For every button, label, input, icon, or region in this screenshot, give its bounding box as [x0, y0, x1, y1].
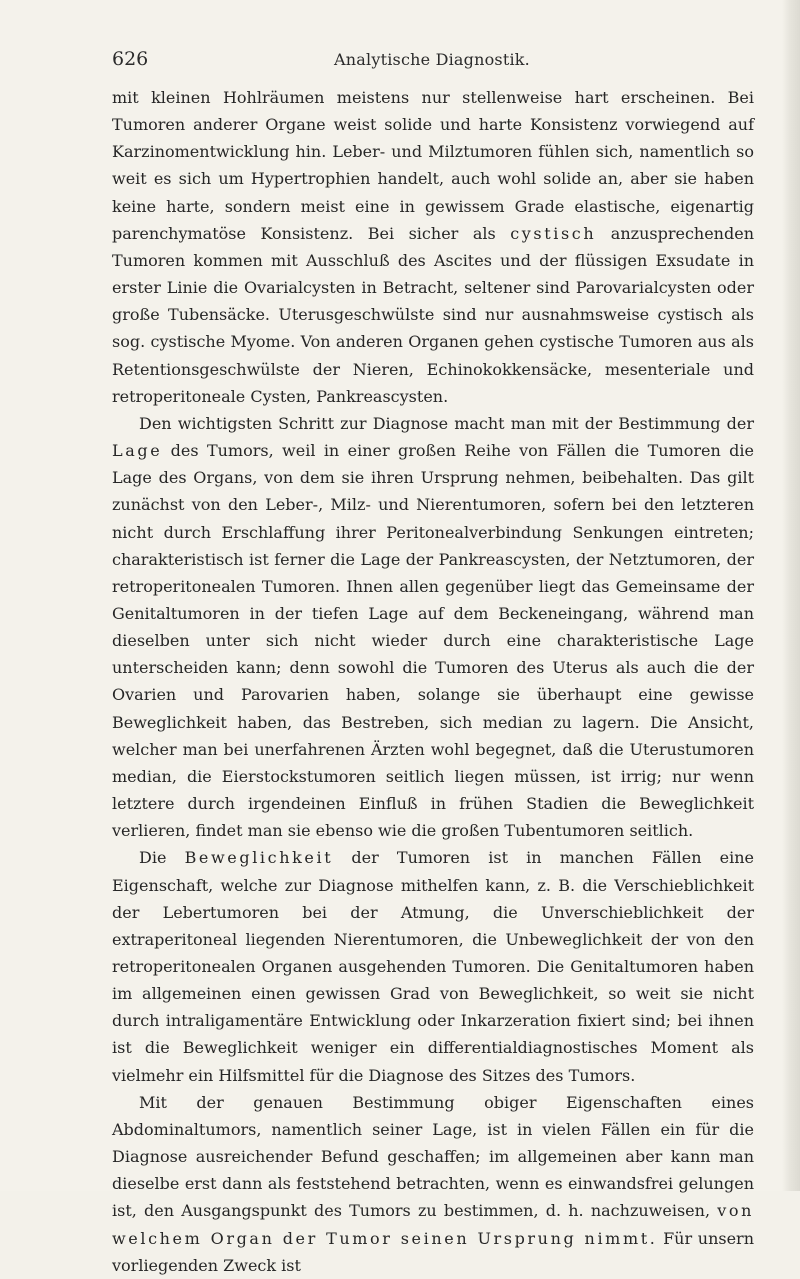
text-segment: mit kleinen Hohlräumen meistens nur stellenweise hart erscheinen. Bei Tumoren anderer Organe weist solide und harte Konsistenz vorwiegend auf Karzinomentwicklung hin. Leber- und Milztumoren fühlen sich, namentlich so weit es sich um Hypertrophien handelt, auch wohl solide an, aber sie haben keine harte, sondern meist eine in gewissem Grade elastische, eigenartig parenchymatöse Konsistenz. Bei sicher als [112, 88, 754, 243]
page-number: 626 [112, 48, 149, 70]
spaced-emphasis: von welchem Organ der Tumor seinen Ursprung nimmt. [112, 1201, 754, 1248]
body-text [112, 84, 754, 1279]
paragraph-2 [112, 410, 754, 845]
page-header [112, 48, 752, 72]
paragraph-4 [112, 1089, 754, 1279]
spaced-emphasis: cystisch [510, 223, 597, 243]
text-segment: anzusprechenden Tumoren kommen mit Ausschluß des Ascites und der flüssigen Exsudate in erster Linie die Ovarialcysten in Betracht, seltener sind Parovarialcysten oder große Tubensäcke. Uterusgeschwülste sind nur ausnahmsweise cystisch als sog. cystische Myome. Von anderen Organen gehen cystische Tumoren aus als Retentionsgeschwülste der Nieren, Echinokokkensäcke, mesenteriale und retroperitoneale Cysten, Pankreascysten. [112, 223, 754, 406]
spaced-emphasis: Lage [112, 441, 163, 461]
paragraph-3 [112, 844, 754, 1088]
text-segment: der Tumoren ist in manchen Fällen eine Eigenschaft, welche zur Diagnose mithelfen kann, z. B. die Verschieblichkeit der Lebertumoren bei der Atmung, die Unverschieblichkeit der extraperitoneal liegenden Nierentumoren, die Unbeweglichkeit der von den retroperitonealen Organen ausgehenden Tumoren. Die Genitaltumoren haben im allgemeinen einen gewissen Grad von Beweglichkeit, so weit sie nicht durch intraligamentäre Entwicklung oder Inkarzeration fixiert sind; bei ihnen ist die Beweglichkeit weniger ein differentialdiagnostisches Moment als vielmehr ein Hilfsmittel für die Diagnose des Sitzes des Tumors. [112, 848, 755, 1085]
spaced-emphasis: Beweglichkeit [184, 848, 334, 868]
text-segment: Für unsern vorliegenden Zweck ist [112, 1228, 755, 1275]
text-segment: Den wichtigsten Schritt zur Diagnose macht man mit der Bestimmung der [139, 413, 754, 433]
paragraph-1 [112, 84, 754, 410]
running-head: Analytische Diagnostik. [334, 50, 530, 69]
text-segment: Mit der genauen Bestimmung obiger Eigenschaften eines Abdominaltumors, namentlich seiner Lage, ist in vielen Fällen ein für die Diagnose ausreichender Befund geschaffen; im allgemeinen aber kann man dieselbe erst dann als feststehend betrachten, wenn es einwandsfrei gelungen ist, den Ausgangspunkt des Tumors zu bestimmen, d. h. nachzuweisen, [112, 1092, 754, 1221]
page-edge-shadow [782, 0, 800, 1191]
text-segment: Die [139, 848, 185, 868]
text-segment: des Tumors, weil in einer großen Reihe von Fällen die Tumoren die Lage des Organs, von dem sie ihren Ursprung nehmen, beibehalten. Das gilt zunächst von den Leber-, Milz- und Nierentumoren, sofern bei den letzteren nicht durch Erschlaffung ihrer Peritonealverbindung Senkungen eintreten; charakteristisch ist ferner die Lage der Pankreascysten, der Netztumoren, der retroperitonealen Tumoren. Ihnen allen gegenüber liegt das Gemeinsame der Genitaltumoren in der tiefen Lage auf dem Beckeneingang, während man dieselben unter sich nicht wieder durch eine charakteristische Lage unterscheiden kann; denn sowohl die Tumoren des Uterus als auch die der Ovarien und Parovarien haben, solange sie überhaupt eine gewisse Beweglichkeit haben, das Bestreben, sich median zu lagern. Die Ansicht, welcher man bei unerfahrenen Ärzten wohl begegnet, daß die Uterustumoren median, die Eierstockstumoren seitlich liegen müssen, ist irrig; nur wenn letztere durch irgendeinen Einfluß in frühen Stadien die Beweglichkeit verlieren, findet man sie ebenso wie die großen Tubentumoren seitlich. [112, 441, 754, 841]
